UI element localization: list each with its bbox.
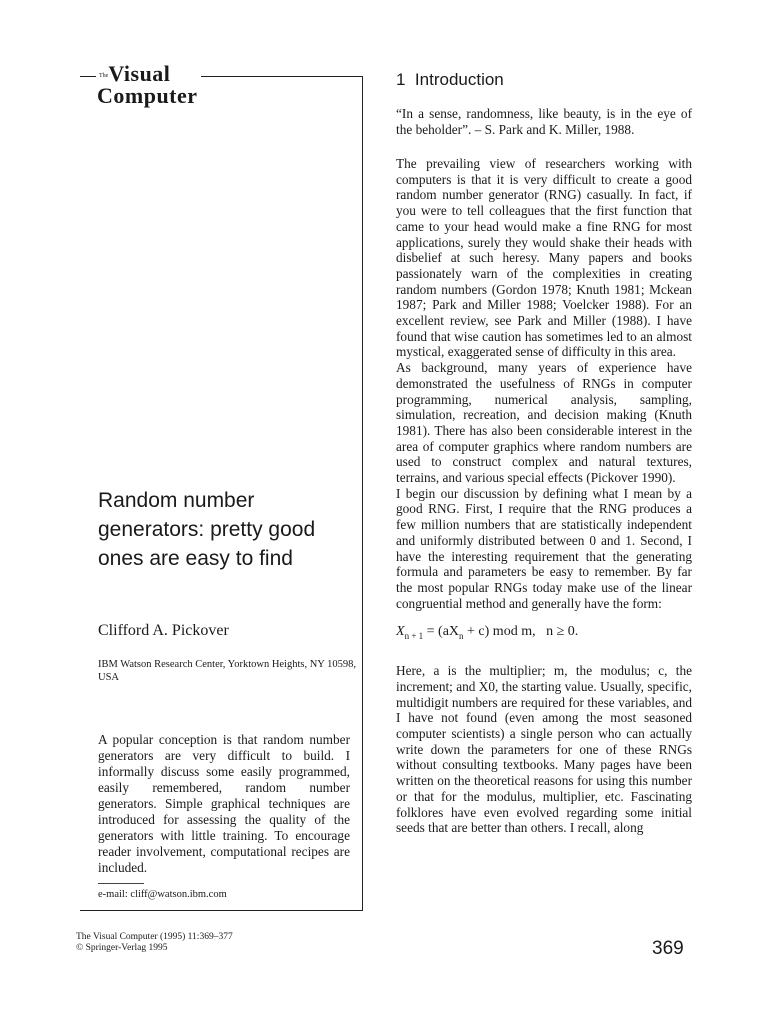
abstract: A popular conception is that random number generators are very difficult to build. I informally discuss some easily programmed, easily remembered, random number generators. Simple graphical techniques are introduced for assessing the quality of the generators with little training. To encourage reader involvement, computational recipes are included. [98,732,350,875]
author-name: Clifford A. Pickover [98,622,229,639]
paragraph-2: As background, many years of experience have demonstrated the usefulness of RNGs in computer programming, numerical analysis, sampling, simulation, recreation, and decision making (Knuth 1981). There has also been considerable interest in the area of computer graphics where random numbers are used to construct complex and natural textures, terrains, and various special effects (Pickover 1990). [396,360,692,486]
formula-condition: n ≥ 0. [546,624,579,640]
paragraph-4: Here, a is the multiplier; m, the modulus; c, the increment; and X0, the starting value. Usually, specific, multidigit numbers are required for these variables, and I have not found (even among the most seasoned computer scientists) a single person who can actually write down the parameters for one of these RNGs without consulting textbooks. Many pages have been written on the theoretical reasons for using this number or that for the modulus, multiplier, etc. Fascinating folklores have even evolved regarding some initial seeds that are better than others. I recall, along [396,663,692,836]
journal-logo [96,61,201,108]
logo-trademark: The [99,73,109,79]
author-affiliation: IBM Watson Research Center, Yorktown Heights, NY 10598, USA [98,659,357,683]
paragraph-3: I begin our discussion by defining what I mean by a good RNG. First, I require that the RNG produces a few million numbers that are statistically independent and uniformly distributed between 0 and 1. Second, I have the interesting requirement that the generating formula and parameters be easy to remember. By far the most popular RNGs today make use of the linear congruential method and generally have the form: [396,485,692,611]
right-column [396,70,692,836]
formula-rhs-subscript: n [459,631,464,642]
author-email: e-mail: cliff@watson.ibm.com [98,889,227,900]
epigraph-quote: “In a sense, randomness, like beauty, is in the eye of the beholder”. – S. Park and K. Miller, 1988. [396,106,692,137]
formula-rhs-pre: = (aX [423,624,460,640]
journal-citation: The Visual Computer (1995) 11:369–377 [76,932,233,942]
logo-word-computer: Computer [97,83,198,108]
section-title: Introduction [414,70,504,89]
logo-word-visual: Visual [108,61,171,86]
page-number: 369 [652,938,684,959]
journal-citation-block [76,932,233,954]
footnote-rule [98,883,144,884]
section-number: 1 [396,70,406,89]
formula-lhs: X [396,624,405,640]
article-title: Random number generators: pretty good ones are easy to find [98,489,316,570]
paragraph-1: The prevailing view of researchers working with computers is that it is very difficult to create a good random number generator (RNG) casually. In fact, if you were to tell colleagues that the first function that came to your head would make a fine RNG for most applications, surely they would shake their heads with disbelief at such heresy. Many papers and books passionately warn of the complexities in creating random numbers (Gordon 1978; Knuth 1981; Mckean 1987; Park and Miller 1988; Voelcker 1988). For an excellent review, see Park and Miller (1988). I have found that wise caution has sometimes led to an almost mystical, exaggerated sense of difficulty in this area. [396,156,692,360]
lcg-formula [396,623,692,645]
copyright-notice: © Springer-Verlag 1995 [76,943,168,953]
section-heading [396,70,692,90]
formula-lhs-subscript: n + 1 [404,631,424,642]
formula-rhs-post: + c) mod m, [463,624,536,640]
